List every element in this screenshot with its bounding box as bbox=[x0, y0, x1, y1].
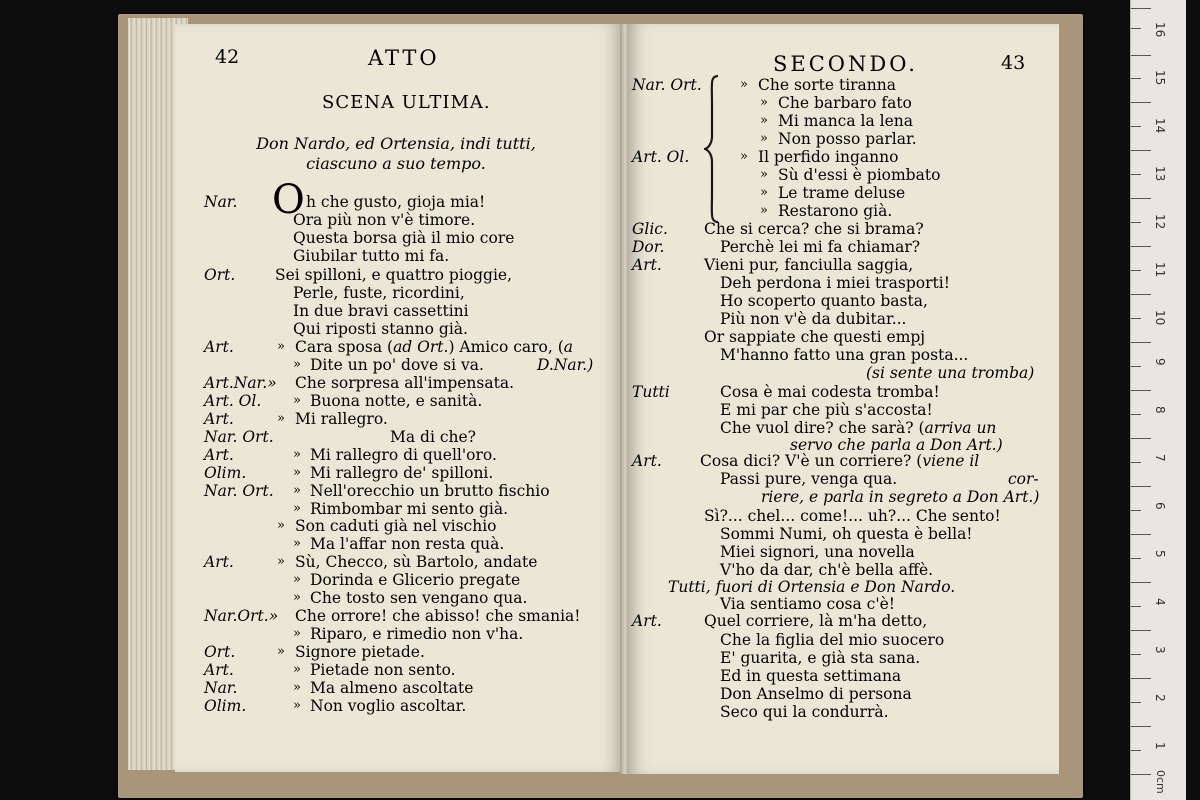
ruler-tick bbox=[1131, 558, 1141, 559]
right-running-head: SECONDO. bbox=[773, 52, 918, 76]
speaker-label: Olim. bbox=[204, 697, 247, 715]
ruler-tick bbox=[1131, 150, 1151, 151]
speaker-label: Art. bbox=[632, 256, 662, 274]
speaker-label: Art. bbox=[204, 446, 234, 464]
verse-line: Sommi Numi, oh questa è bella! bbox=[720, 525, 973, 543]
ruler-tick bbox=[1131, 318, 1141, 319]
verse-line: Dorinda e Glicerio pregate bbox=[310, 571, 521, 589]
stage-direction-line-2: ciascuno a suo tempo. bbox=[306, 154, 486, 173]
verse-line: Sì?... chel... come!... uh?... Che sento! bbox=[704, 507, 1001, 525]
speaker-label: Olim. bbox=[204, 464, 247, 482]
ruler-number: 14 bbox=[1153, 118, 1167, 134]
stage-direction: riere, e parla in segreto a Don Art.) bbox=[761, 488, 1040, 506]
verse-line: Miei signori, una novella bbox=[720, 543, 915, 561]
ruler-number: 9 bbox=[1153, 358, 1167, 366]
quote-mark: » bbox=[293, 393, 301, 408]
grouping-brace bbox=[704, 74, 720, 224]
verse-line: Don Anselmo di persona bbox=[720, 685, 912, 703]
ruler-tick bbox=[1131, 55, 1151, 56]
verse-line: Mi rallegro de' spilloni. bbox=[310, 464, 494, 482]
ruler-number: 12 bbox=[1153, 214, 1167, 230]
verse-line: Qui riposti stanno già. bbox=[293, 320, 468, 338]
speaker-label: Art.Nar.» bbox=[204, 374, 277, 392]
verse-line: Non posso parlar. bbox=[778, 130, 917, 148]
verse-line bbox=[295, 338, 573, 356]
ruler-tick bbox=[1131, 366, 1141, 367]
verse-line: Perchè lei mi fa chiamar? bbox=[720, 238, 921, 256]
quote-mark: » bbox=[760, 185, 768, 200]
verse-line: Restarono già. bbox=[778, 202, 893, 220]
ruler-tick bbox=[1131, 726, 1151, 727]
speaker-label: Nar. Ort. bbox=[632, 76, 702, 94]
ruler-tick bbox=[1131, 294, 1151, 295]
verse-line: Che orrore! che abisso! che smania! bbox=[295, 607, 581, 625]
verse-line: Seco qui la condurrà. bbox=[720, 703, 889, 721]
quote-mark: » bbox=[293, 626, 301, 641]
ruler-number: 10 bbox=[1153, 310, 1167, 326]
quote-mark: » bbox=[293, 698, 301, 713]
speaker-label: Art. bbox=[632, 612, 662, 630]
verse-text: Che vuol dire? che sarà? ( bbox=[720, 419, 925, 437]
ruler-number: 4 bbox=[1153, 598, 1167, 606]
ruler-tick bbox=[1131, 678, 1151, 679]
verse-line: Che sorpresa all'impensata. bbox=[295, 374, 515, 392]
verse-line: Mi manca la lena bbox=[778, 112, 914, 130]
ruler-number: 2 bbox=[1153, 694, 1167, 702]
quote-mark: » bbox=[293, 536, 301, 551]
verse-line: Non voglio ascoltar. bbox=[310, 697, 467, 715]
aside-direction: ad Ort. bbox=[393, 338, 449, 356]
quote-mark: » bbox=[760, 95, 768, 110]
ruler-number: 8 bbox=[1153, 406, 1167, 414]
verse-line: Riparo, e rimedio non v'ha. bbox=[310, 625, 524, 643]
verse-line: Nell'orecchio un brutto fischio bbox=[310, 482, 550, 500]
verse-line: Ho scoperto quanto basta, bbox=[720, 292, 928, 310]
verse-line: Vieni pur, fanciulla saggia, bbox=[704, 256, 914, 274]
ruler-tick bbox=[1131, 198, 1151, 199]
ruler-tick bbox=[1131, 8, 1151, 9]
verse-line: Son caduti già nel vischio bbox=[295, 517, 497, 535]
verse-line: Le trame deluse bbox=[778, 184, 906, 202]
speaker-label: Nar. bbox=[204, 193, 238, 211]
verse-line: Rimbombar mi sento già. bbox=[310, 500, 509, 518]
verse-line: In due bravi cassettini bbox=[293, 302, 469, 320]
quote-mark: » bbox=[277, 411, 285, 426]
ruler-tick bbox=[1131, 582, 1151, 583]
stage-direction: servo che parla a Don Art.) bbox=[790, 436, 1003, 454]
ruler-tick bbox=[1131, 390, 1151, 391]
speaker-label: Art. Ol. bbox=[632, 148, 690, 166]
verse-line: Che la figlia del mio suocero bbox=[720, 631, 945, 649]
quote-mark: » bbox=[760, 203, 768, 218]
speaker-label: Art. bbox=[204, 553, 234, 571]
speaker-label: Ort. bbox=[204, 643, 236, 661]
aside-direction: viene il bbox=[922, 452, 980, 470]
verse-line: Ma l'affar non resta quà. bbox=[310, 535, 505, 553]
ruler-tick bbox=[1131, 462, 1141, 463]
quote-mark: » bbox=[293, 501, 301, 516]
verse-line: Che sorte tiranna bbox=[758, 76, 897, 94]
speaker-label: Dor. bbox=[632, 238, 665, 256]
ruler-tick bbox=[1131, 246, 1151, 247]
aside-direction: arriva un bbox=[924, 419, 997, 437]
ruler-tick bbox=[1131, 750, 1141, 751]
verse-line: Il perfido inganno bbox=[758, 148, 899, 166]
verse-line: Buona notte, e sanità. bbox=[310, 392, 483, 410]
speaker-label: Art. Ol. bbox=[204, 392, 262, 410]
verse-line: Ed in questa settimana bbox=[720, 667, 902, 685]
left-running-head: ATTO bbox=[368, 46, 440, 70]
quote-mark: » bbox=[293, 680, 301, 695]
speaker-label: Tutti bbox=[632, 383, 670, 401]
speaker-label: Art. bbox=[204, 410, 234, 428]
verse-line: Che si cerca? che si brama? bbox=[704, 220, 924, 238]
speaker-label: Art. bbox=[204, 661, 234, 679]
verse-line: Pietade non sento. bbox=[310, 661, 456, 679]
speaker-label: Ort. bbox=[204, 266, 236, 284]
aside-direction: D.Nar.) bbox=[537, 356, 594, 374]
ruler-number: 16 bbox=[1153, 22, 1167, 38]
verse-line: Giubilar tutto mi fa. bbox=[293, 247, 450, 265]
ruler-tick bbox=[1131, 28, 1141, 29]
quote-mark: » bbox=[293, 357, 301, 372]
ruler-tick bbox=[1131, 414, 1141, 415]
verse-line: h che gusto, gioja mia! bbox=[306, 193, 486, 211]
ruler-tick bbox=[1131, 126, 1141, 127]
verse-line: Che barbaro fato bbox=[778, 94, 912, 112]
ruler-tick bbox=[1131, 438, 1151, 439]
quote-mark: » bbox=[277, 644, 285, 659]
verse-line: Deh perdona i miei trasporti! bbox=[720, 274, 950, 292]
verse-line: V'ho da dar, ch'è bella affè. bbox=[720, 561, 934, 579]
verse-text: Cara sposa ( bbox=[295, 338, 394, 356]
ruler-tick bbox=[1131, 270, 1141, 271]
quote-mark: » bbox=[293, 483, 301, 498]
measuring-ruler bbox=[1130, 0, 1186, 800]
stage-direction: Tutti, fuori di Ortensia e Don Nardo. bbox=[668, 578, 956, 596]
verse-text: ) Amico caro, ( bbox=[448, 338, 564, 356]
verse-line: E' guarita, e già sta sana. bbox=[720, 649, 921, 667]
quote-mark: » bbox=[277, 554, 285, 569]
ruler-tick bbox=[1131, 342, 1151, 343]
ruler-unit: 0cm bbox=[1154, 770, 1167, 794]
speaker-label: Nar. Ort. bbox=[204, 482, 274, 500]
ruler-number: 5 bbox=[1153, 550, 1167, 558]
right-page-number: 43 bbox=[1001, 52, 1026, 74]
ruler-number: 6 bbox=[1153, 502, 1167, 510]
stage-direction-line-1: Don Nardo, ed Ortensia, indi tutti, bbox=[256, 134, 536, 153]
ruler-tick bbox=[1131, 654, 1141, 655]
ruler-tick bbox=[1131, 222, 1141, 223]
quote-mark: » bbox=[740, 77, 748, 92]
speaker-label: Glic. bbox=[632, 220, 668, 238]
verse-text: Cosa dici? V'è un corriere? ( bbox=[700, 452, 923, 470]
ruler-number: 3 bbox=[1153, 646, 1167, 654]
ruler-number: 1 bbox=[1153, 742, 1167, 750]
quote-mark: » bbox=[293, 465, 301, 480]
verse-line: Ma almeno ascoltate bbox=[310, 679, 474, 697]
scene-title: SCENA ULTIMA. bbox=[322, 92, 491, 113]
verse-line: Via sentiamo cosa c'è! bbox=[720, 595, 896, 613]
ruler-tick bbox=[1131, 702, 1141, 703]
verse-line: Più non v'è da dubitar... bbox=[720, 310, 907, 328]
verse-line: Perle, fuste, ricordini, bbox=[293, 284, 465, 302]
ruler-tick bbox=[1131, 774, 1151, 775]
quote-mark: » bbox=[740, 149, 748, 164]
verse-line: Cosa è mai codesta tromba! bbox=[720, 383, 940, 401]
ruler-tick bbox=[1131, 606, 1141, 607]
ruler-tick bbox=[1131, 486, 1151, 487]
quote-mark: » bbox=[293, 590, 301, 605]
ruler-tick bbox=[1131, 630, 1151, 631]
verse-line: Dite un po' dove si va. bbox=[310, 356, 484, 374]
aside-direction: a bbox=[563, 338, 574, 356]
verse-line bbox=[720, 419, 996, 437]
ruler-tick bbox=[1131, 102, 1151, 103]
quote-mark: » bbox=[293, 572, 301, 587]
verse-line bbox=[700, 452, 979, 470]
quote-mark: » bbox=[760, 131, 768, 146]
verse-line: Sei spilloni, e quattro pioggie, bbox=[275, 266, 513, 284]
speaker-label: Art. bbox=[632, 452, 662, 470]
verse-line: Che tosto sen vengano qua. bbox=[310, 589, 528, 607]
verse-line: Ora più non v'è timore. bbox=[293, 211, 476, 229]
ruler-number: 7 bbox=[1153, 454, 1167, 462]
speaker-label: Nar. Ort. bbox=[204, 428, 274, 446]
stage-direction: (si sente una tromba) bbox=[866, 364, 1035, 382]
quote-mark: » bbox=[760, 167, 768, 182]
verse-line: Mi rallegro. bbox=[295, 410, 388, 428]
quote-mark: » bbox=[277, 339, 285, 354]
ruler-tick bbox=[1131, 174, 1141, 175]
verse-line: Quel corriere, là m'ha detto, bbox=[704, 612, 928, 630]
verse-line: E mi par che più s'accosta! bbox=[720, 401, 933, 419]
left-page-number: 42 bbox=[215, 46, 240, 68]
verse-line: Ma di che? bbox=[390, 428, 476, 446]
ruler-tick bbox=[1131, 510, 1141, 511]
drop-cap: O bbox=[272, 177, 305, 223]
verse-line: Questa borsa già il mio core bbox=[293, 229, 515, 247]
verse-line: Sù d'essi è piombato bbox=[778, 166, 941, 184]
aside-direction: cor- bbox=[1008, 470, 1039, 488]
verse-line: Passi pure, venga qua. bbox=[720, 470, 898, 488]
verse-line: Or sappiate che questi empj bbox=[704, 328, 926, 346]
verse-line: M'hanno fatto una gran posta... bbox=[720, 346, 969, 364]
verse-line: Mi rallegro di quell'oro. bbox=[310, 446, 497, 464]
ruler-tick bbox=[1131, 78, 1141, 79]
quote-mark: » bbox=[293, 447, 301, 462]
ruler-number: 13 bbox=[1153, 166, 1167, 182]
ruler-tick bbox=[1131, 534, 1151, 535]
ruler-number: 15 bbox=[1153, 70, 1167, 86]
speaker-label: Nar.Ort.» bbox=[204, 607, 279, 625]
verse-line: Sù, Checco, sù Bartolo, andate bbox=[295, 553, 538, 571]
ruler-number: 11 bbox=[1153, 262, 1167, 278]
verse-line: Signore pietade. bbox=[295, 643, 425, 661]
speaker-label: Art. bbox=[204, 338, 234, 356]
quote-mark: » bbox=[277, 518, 285, 533]
quote-mark: » bbox=[760, 113, 768, 128]
quote-mark: » bbox=[293, 662, 301, 677]
speaker-label: Nar. bbox=[204, 679, 238, 697]
